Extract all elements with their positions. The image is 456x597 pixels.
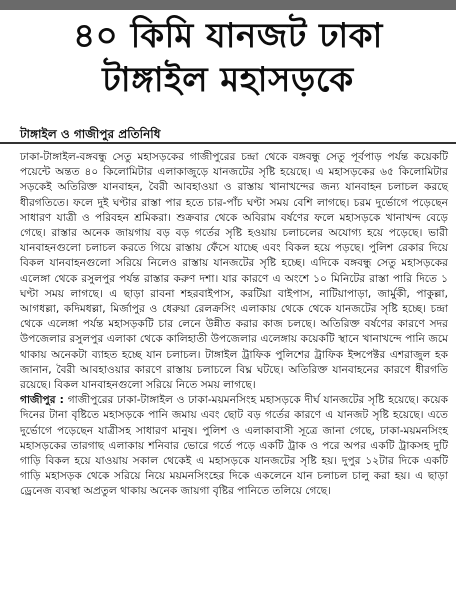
paragraph-1: ঢাকা-টাঙ্গাইল-বঙ্গবন্ধু সেতু মহাসড়কের গাজীপুরের চন্দ্রা থেকে বঙ্গবন্ধু সেতু পূর্বপাড় পর্যন্ত কয়েকটি পয়েন্টে অন্তত ৪০ কিলোমিটার এলাকাজুড়ে যানজটের সৃষ্টি হয়েছে। এ মহাসড়কের ৬৫ কিলোমিটার সড়কেই অতিরিক্ত যানবাহন, বৈরী আবহাওয়া ও রাস্তায় খানাখন্দের জন্য যানবাহন চলাচল করছে ধীরগতিতে। ফলে দুই ঘণ্টার রাস্তা পার হতে চার-পাঁচ ঘণ্টা সময় বেশি লাগছে। চরম দুর্ভোগে পড়েছেন সাধারণ যাত্রী ও পরিবহন শ্রমিকরা। শুক্রবার থেকে অবিরাম বর্ষণের ফলে মহাসড়কে খানাখন্দ বেড়ে গেছে। রাস্তার অনেক জায়গায় বড় বড় গর্তের সৃষ্টি হওয়ায় চলাচলের অযোগ্য হয়ে পড়েছে। ভারী যানবাহনগুলো চলাচল করতে গিয়ে রাস্তায় ফেঁসে যাচ্ছে এবং বিকল হয়ে পড়ছে। পুলিশ রেকার দিয়ে বিকল যানবাহনগুলো সরিয়ে নিলেও রাস্তায় যানজটের সৃষ্টি হচ্ছে। এদিকে বঙ্গবন্ধু সেতু মহাসড়কের এলেঙ্গা থেকে রসুলপুর পর্যন্ত রাস্তার করুণ দশা। যার কারণে এ অংশে ১০ মিনিটের রাস্তা পারি দিতে ১ ঘণ্টা সময় লাগছে। এ ছাড়া রাবনা শহরবাইপাস, করটিয়া বাইপাস, নাটিয়াপাড়া, জার্মুকী, পাকুল্লা, আগধল্লা, কদিমধল্লা, মির্জাপুর ও ধেরুয়া রেলক্রসিং এলাকায় থেকে থেকে যানজটের সৃষ্টি হচ্ছে। চন্দ্রা থেকে এলেঙ্গা পর্যন্ত মহাসড়কটি চার লেনে উন্নীত করার কাজ চলছে। অতিরিক্ত বর্ষণের কারণে সদর উপজেলার রসুলপুর এলাকা থেকে কালিহাতী উপজেলার এলেঙ্গায় কয়েকটি স্থানে খানাখন্দে পানি জমে থাকায় অনেকটা ব্যাহত হচ্ছে যান চলাচল। টাঙ্গাইল ট্রাফিক পুলিশের ট্রাফিক ইন্সপেক্টর এশরাজুল হক জানান, বৈরী আবহাওয়ার কারণে রাস্তায় চলাচলে বিঘ্ন ঘটছে। অতিরিক্ত যানবাহনের কারণে ধীরগতি রয়েছে। বিকল যানবাহনগুলো সরিয়ে নিতে সময় লাগছে। [20,151,448,392]
byline: টাঙ্গাইল ও গাজীপুর প্রতিনিধি [20,127,161,141]
divider [0,142,456,144]
paragraph-2 [20,393,448,499]
headline-line-1: ৪০ কিমি যানজট ঢাকা [73,16,383,56]
headline-line-2: টাঙ্গাইল মহাসড়কে [102,60,354,100]
paragraph-2-text: গাজীপুরের ঢাকা-টাঙ্গাইল ও ঢাকা-ময়মনসিংহ মহাসড়কে দীর্ঘ যানজটের সৃষ্টি হয়েছে। কয়েক দিনের টানা বৃষ্টিতে মহাসড়কে পানি জমায় এবং ছোট বড় গর্তের কারণে এ যানজট সৃষ্টি হয়েছে। এতে দুর্ভোগে পড়েছেন যাত্রীসহ সাধারণ মানুষ। পুলিশ ও এলাকাবাসী সূত্রে জানা গেছে, ঢাকা-ময়মনসিংহ মহাসড়কের তারগাছ এলাকায় শনিবার ভোরে গর্তে পড়ে একটি ট্রাক ও পরে অপর একটি ট্রাকসহ দুটি গাড়ি বিকল হয়ে যাওয়ায় সকাল থেকেই এ মহাসড়কে যানজটের সৃষ্টি হয়। দুপুর ১২টার দিকে একটি গাড়ি মহাসড়ক থেকে সরিয়ে নিয়ে ময়মনসিংহের দিকে একলেনে যান চলাচল চালু করা হয়। এ ছাড়া ড্রেনেজ ব্যবস্থা অপ্রতুল থাকায় অনেক জায়গা বৃষ্টির পানিতে তলিয়ে গেছে। [20,394,449,498]
article-body [20,150,448,500]
top-border [0,0,456,10]
dateline-location: গাজীপুর : [20,394,64,407]
headline [0,14,456,102]
